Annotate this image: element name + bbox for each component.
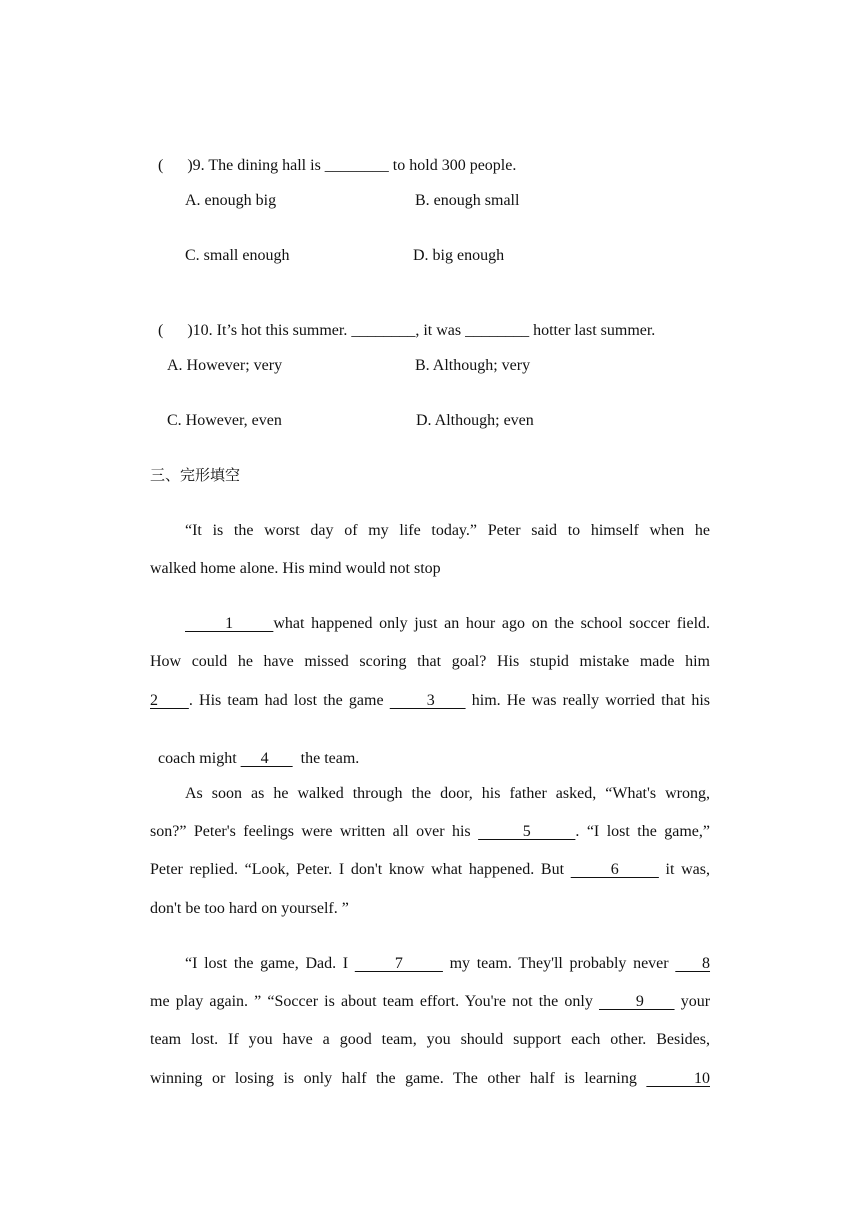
section-title: 三、完形填空	[150, 466, 241, 484]
passage-text: him. He was really worried that his	[465, 692, 711, 709]
option-a: A. However; very	[167, 357, 283, 374]
passage-text: it was,	[658, 861, 710, 878]
answer-paren: ( )	[158, 157, 193, 174]
passage-line	[150, 992, 710, 1012]
option-a: A. enough big	[185, 192, 277, 209]
blank-7[interactable]: 7	[354, 955, 443, 972]
answer-paren: ( )	[158, 322, 193, 339]
blank-3[interactable]: 3	[389, 692, 466, 709]
passage-line	[185, 954, 710, 974]
passage-line	[150, 1069, 710, 1089]
passage-text: me play again. ” “Soccer is about team effort. You're not the only	[150, 993, 599, 1010]
option-d: D. Although; even	[416, 412, 534, 429]
passage-line	[150, 729, 359, 769]
option-d: D. big enough	[413, 247, 505, 264]
question-10	[150, 301, 655, 341]
passage-line: “It is the worst day of my life today.” Peter said to himself when he	[185, 522, 710, 539]
option-c: C. However, even	[167, 412, 282, 429]
passage-line: walked home alone. His mind would not stop	[150, 560, 441, 577]
option-c: C. small enough	[185, 247, 290, 264]
option-b: B. Although; very	[415, 357, 531, 374]
passage-line: How could he have missed scoring that goal? His stupid mistake made him	[150, 653, 710, 670]
passage-text: winning or losing is only half the game. The other half is learning	[150, 1070, 647, 1087]
question-stem: 10. It’s hot this summer. ________, it was ________ hotter last summer.	[192, 322, 656, 339]
question-9	[150, 136, 516, 176]
passage-text: coach might	[158, 750, 241, 767]
passage-text: Peter replied. “Look, Peter. I don't know what happened. But	[150, 861, 571, 878]
blank-8[interactable]: 8	[675, 955, 711, 972]
passage-text: my team. They'll probably never	[442, 955, 676, 972]
passage-line: team lost. If you have a good team, you should support each other. Besides,	[150, 1031, 710, 1048]
passage-text: the team.	[292, 750, 360, 767]
passage-text: your	[674, 993, 711, 1010]
passage-line	[150, 860, 710, 880]
passage-text: “I lost the game, Dad. I	[185, 955, 355, 972]
passage-line: don't be too hard on yourself. ”	[150, 900, 349, 917]
blank-5[interactable]: 5	[478, 823, 576, 840]
passage-text: . “I lost the game,”	[575, 823, 710, 840]
blank-9[interactable]: 9	[598, 993, 675, 1010]
option-b: B. enough small	[415, 192, 520, 209]
passage-text: . His team had lost the game	[188, 692, 390, 709]
blank-6[interactable]: 6	[570, 861, 659, 878]
passage-line	[185, 614, 710, 634]
blank-10[interactable]: 10	[646, 1070, 710, 1087]
passage-text: son?” Peter's feelings were written all over his	[150, 823, 479, 840]
question-stem: 9. The dining hall is ________ to hold 300 people.	[192, 157, 517, 174]
passage-line	[150, 822, 710, 842]
blank-2[interactable]: 2	[150, 692, 189, 709]
passage-line: As soon as he walked through the door, his father asked, “What's wrong,	[185, 785, 710, 802]
passage-text: what happened only just an hour ago on the school soccer field.	[273, 615, 711, 632]
blank-4[interactable]: 4	[240, 750, 293, 767]
blank-1[interactable]: 1	[185, 615, 274, 632]
passage-line	[150, 691, 710, 711]
